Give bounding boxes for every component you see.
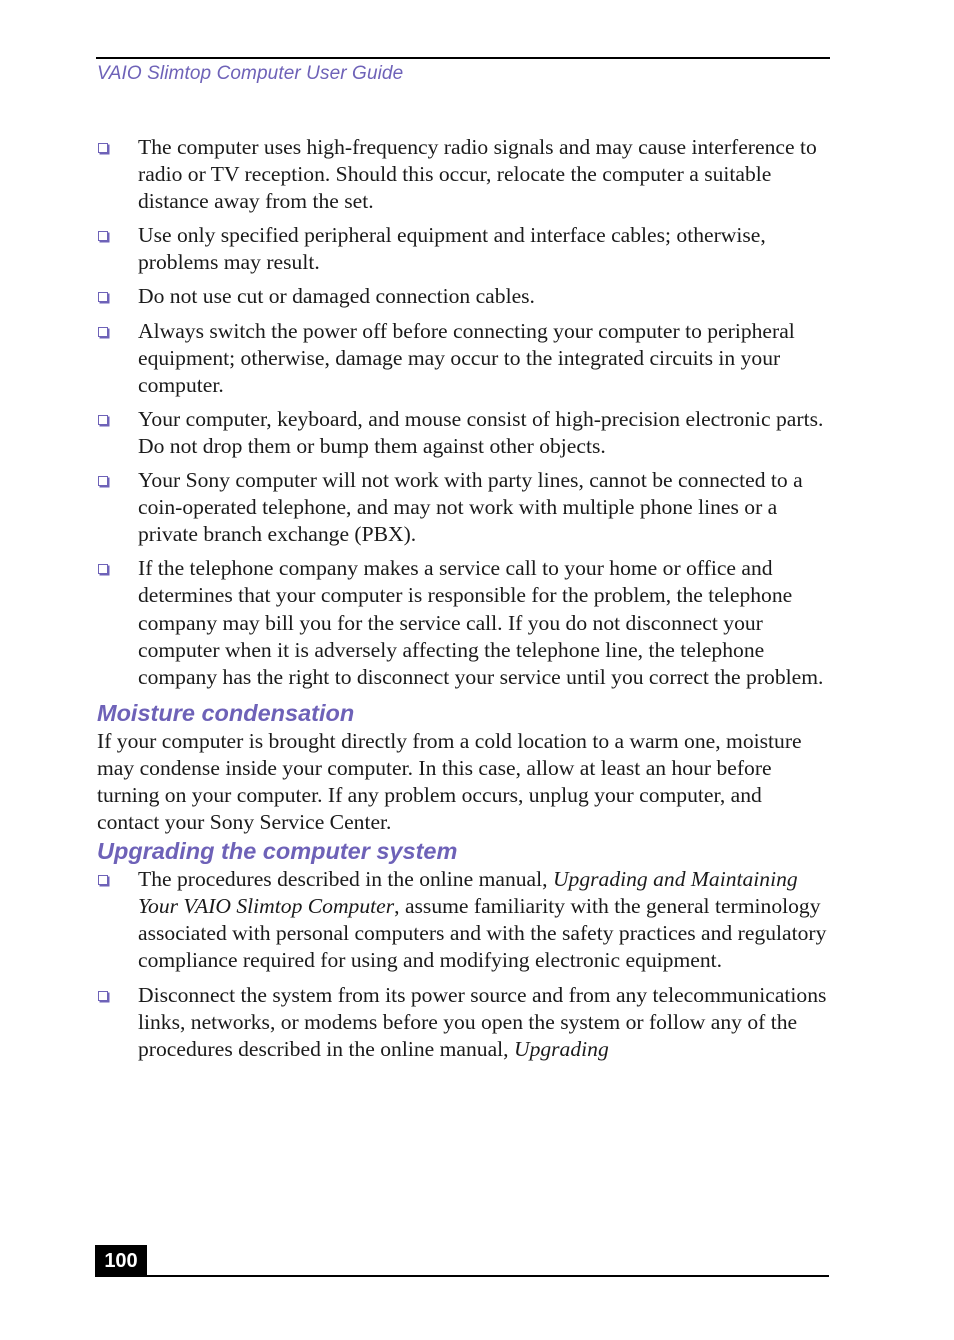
upgrading-heading: Upgrading the computer system [97, 838, 458, 865]
list-item [97, 406, 827, 460]
list-item [97, 982, 827, 1063]
list-item [97, 134, 827, 215]
list-item [97, 283, 827, 310]
checkbox-bullet-icon [98, 231, 108, 241]
checkbox-bullet-icon [98, 991, 108, 1001]
checkbox-bullet-icon [98, 415, 108, 425]
list-item-text-after: , assume familiarity with the general terminology associated with personal computers and with the safety practices and regulatory compliance required for using and modifying electronic equipment. [138, 894, 827, 973]
checkbox-bullet-icon [98, 327, 108, 337]
checkbox-bullet-icon [98, 476, 108, 486]
list-item-text: If the telephone company makes a service call to your home or office and determines that your computer is responsible for the problem, the telephone company may bill you for the service call. If you do not disconnect your computer when it is adversely affecting the telephone line, the telephone company has the right to disconnect your service until you correct the problem. [138, 556, 824, 689]
list-item [97, 467, 827, 548]
list-item-text: Your computer, keyboard, and mouse consist of high-precision electronic parts. Do not drop them or bump them against other objects. [138, 406, 824, 458]
list-item [97, 866, 827, 974]
checkbox-bullet-icon [98, 875, 108, 885]
list-item [97, 318, 827, 399]
manual-title: Upgrading [513, 1036, 609, 1061]
footer-rule [95, 1275, 829, 1277]
list-item-text: Do not use cut or damaged connection cables. [138, 284, 535, 309]
header-rule [96, 57, 830, 59]
page-content [97, 134, 827, 1070]
upgrading-list [97, 866, 827, 1063]
precautions-list [97, 134, 827, 691]
list-item-text: Use only specified peripheral equipment and interface cables; otherwise, problems may result. [138, 223, 766, 275]
checkbox-bullet-icon [98, 143, 108, 153]
checkbox-bullet-icon [98, 292, 108, 302]
manual-title: Upgrading and Maintaining Your VAIO Slimtop Computer [138, 867, 798, 919]
moisture-condensation-heading: Moisture condensation [97, 699, 355, 726]
list-item-text-before: The procedures described in the online manual, [138, 867, 553, 892]
list-item-text-before: Disconnect the system from its power source and from any telecommunications links, networks, or modems before you open the system or follow any of the procedures described in the online manual, [138, 982, 827, 1061]
page-number: 100 [95, 1245, 147, 1277]
list-item-text: The computer uses high-frequency radio signals and may cause interference to radio or TV reception. Should this occur, relocate the computer a suitable distance away from the set. [138, 135, 817, 214]
moisture-condensation-paragraph: If your computer is brought directly from a cold location to a warm one, moisture may condense inside your computer. In this case, allow at least an hour before turning on your computer. If any problem occurs, unplug your computer, and contact your Sony Service Center. [97, 728, 802, 835]
list-item-text: Always switch the power off before connecting your computer to peripheral equipment; otherwise, damage may occur to the integrated circuits in your computer. [138, 318, 795, 397]
list-item [97, 555, 827, 690]
checkbox-bullet-icon [98, 564, 108, 574]
list-item [97, 222, 827, 276]
list-item-text: Your Sony computer will not work with party lines, cannot be connected to a coin-operated telephone, and may not work with multiple phone lines or a private branch exchange (PBX). [138, 468, 803, 547]
running-header-title: VAIO Slimtop Computer User Guide [97, 63, 404, 84]
